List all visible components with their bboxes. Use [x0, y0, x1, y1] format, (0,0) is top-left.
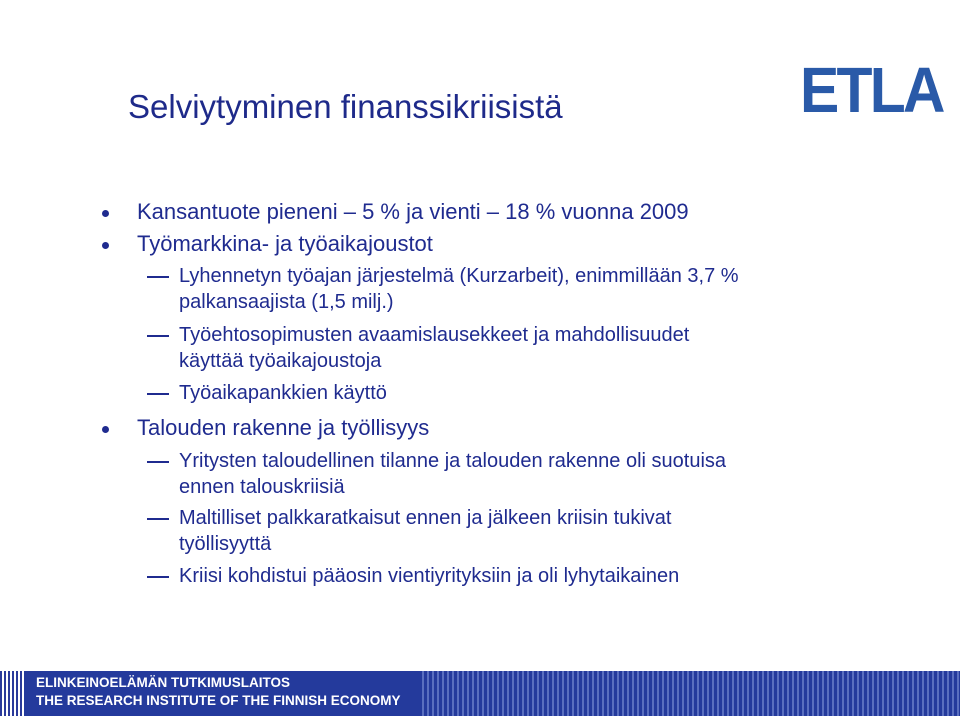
bullet-dot: [102, 426, 109, 433]
bullet-item: Työmarkkina- ja työaikajoustot: [137, 231, 433, 256]
sub-bullet-dash: [147, 518, 169, 520]
sub-bullet-item: Yritysten taloudellinen tilanne ja talouden rakenne oli suotuisa: [179, 450, 727, 472]
sub-bullet-item-cont: ennen talouskriisiä: [179, 476, 345, 498]
sub-bullet-item: Työaikapankkien käyttö: [179, 382, 387, 404]
etla-logo: ETLA: [800, 54, 943, 126]
sub-bullet-item-cont: käyttää työaikajoustoja: [179, 350, 382, 372]
bullet-item: Kansantuote pieneni – 5 % ja vienti – 18 % vuonna 2009: [137, 199, 689, 224]
sub-bullet-dash: [147, 576, 169, 578]
sub-bullet-item: Lyhennetyn työajan järjestelmä (Kurzarbeit), enimmillään 3,7 %: [179, 265, 739, 287]
bullet-item: Talouden rakenne ja työllisyys: [137, 415, 430, 440]
footer-pattern: [419, 671, 960, 716]
footer-institute-en: THE RESEARCH INSTITUTE OF THE FINNISH ECONOMY: [36, 693, 401, 708]
sub-bullet-dash: [147, 276, 169, 278]
sub-bullet-dash: [147, 335, 169, 337]
bullet-dot: [102, 210, 109, 217]
sub-bullet-dash: [147, 461, 169, 463]
sub-bullet-item: Kriisi kohdistui pääosin vientiyrityksiin ja oli lyhytaikainen: [179, 565, 680, 587]
bullet-dot: [102, 242, 109, 249]
slide-title: Selviytyminen finanssikriisistä: [128, 88, 563, 125]
sub-bullet-item-cont: työllisyyttä: [179, 533, 272, 555]
footer-institute-fi: ELINKEINOELÄMÄN TUTKIMUSLAITOS: [36, 675, 290, 690]
sub-bullet-dash: [147, 393, 169, 395]
sub-bullet-item: Työehtosopimusten avaamislausekkeet ja mahdollisuudet: [179, 324, 690, 346]
sub-bullet-item-cont: palkansaajista (1,5 milj.): [179, 291, 394, 313]
sub-bullet-item: Maltilliset palkkaratkaisut ennen ja jälkeen kriisin tukivat: [179, 507, 672, 529]
footer-stripe: [0, 671, 22, 716]
